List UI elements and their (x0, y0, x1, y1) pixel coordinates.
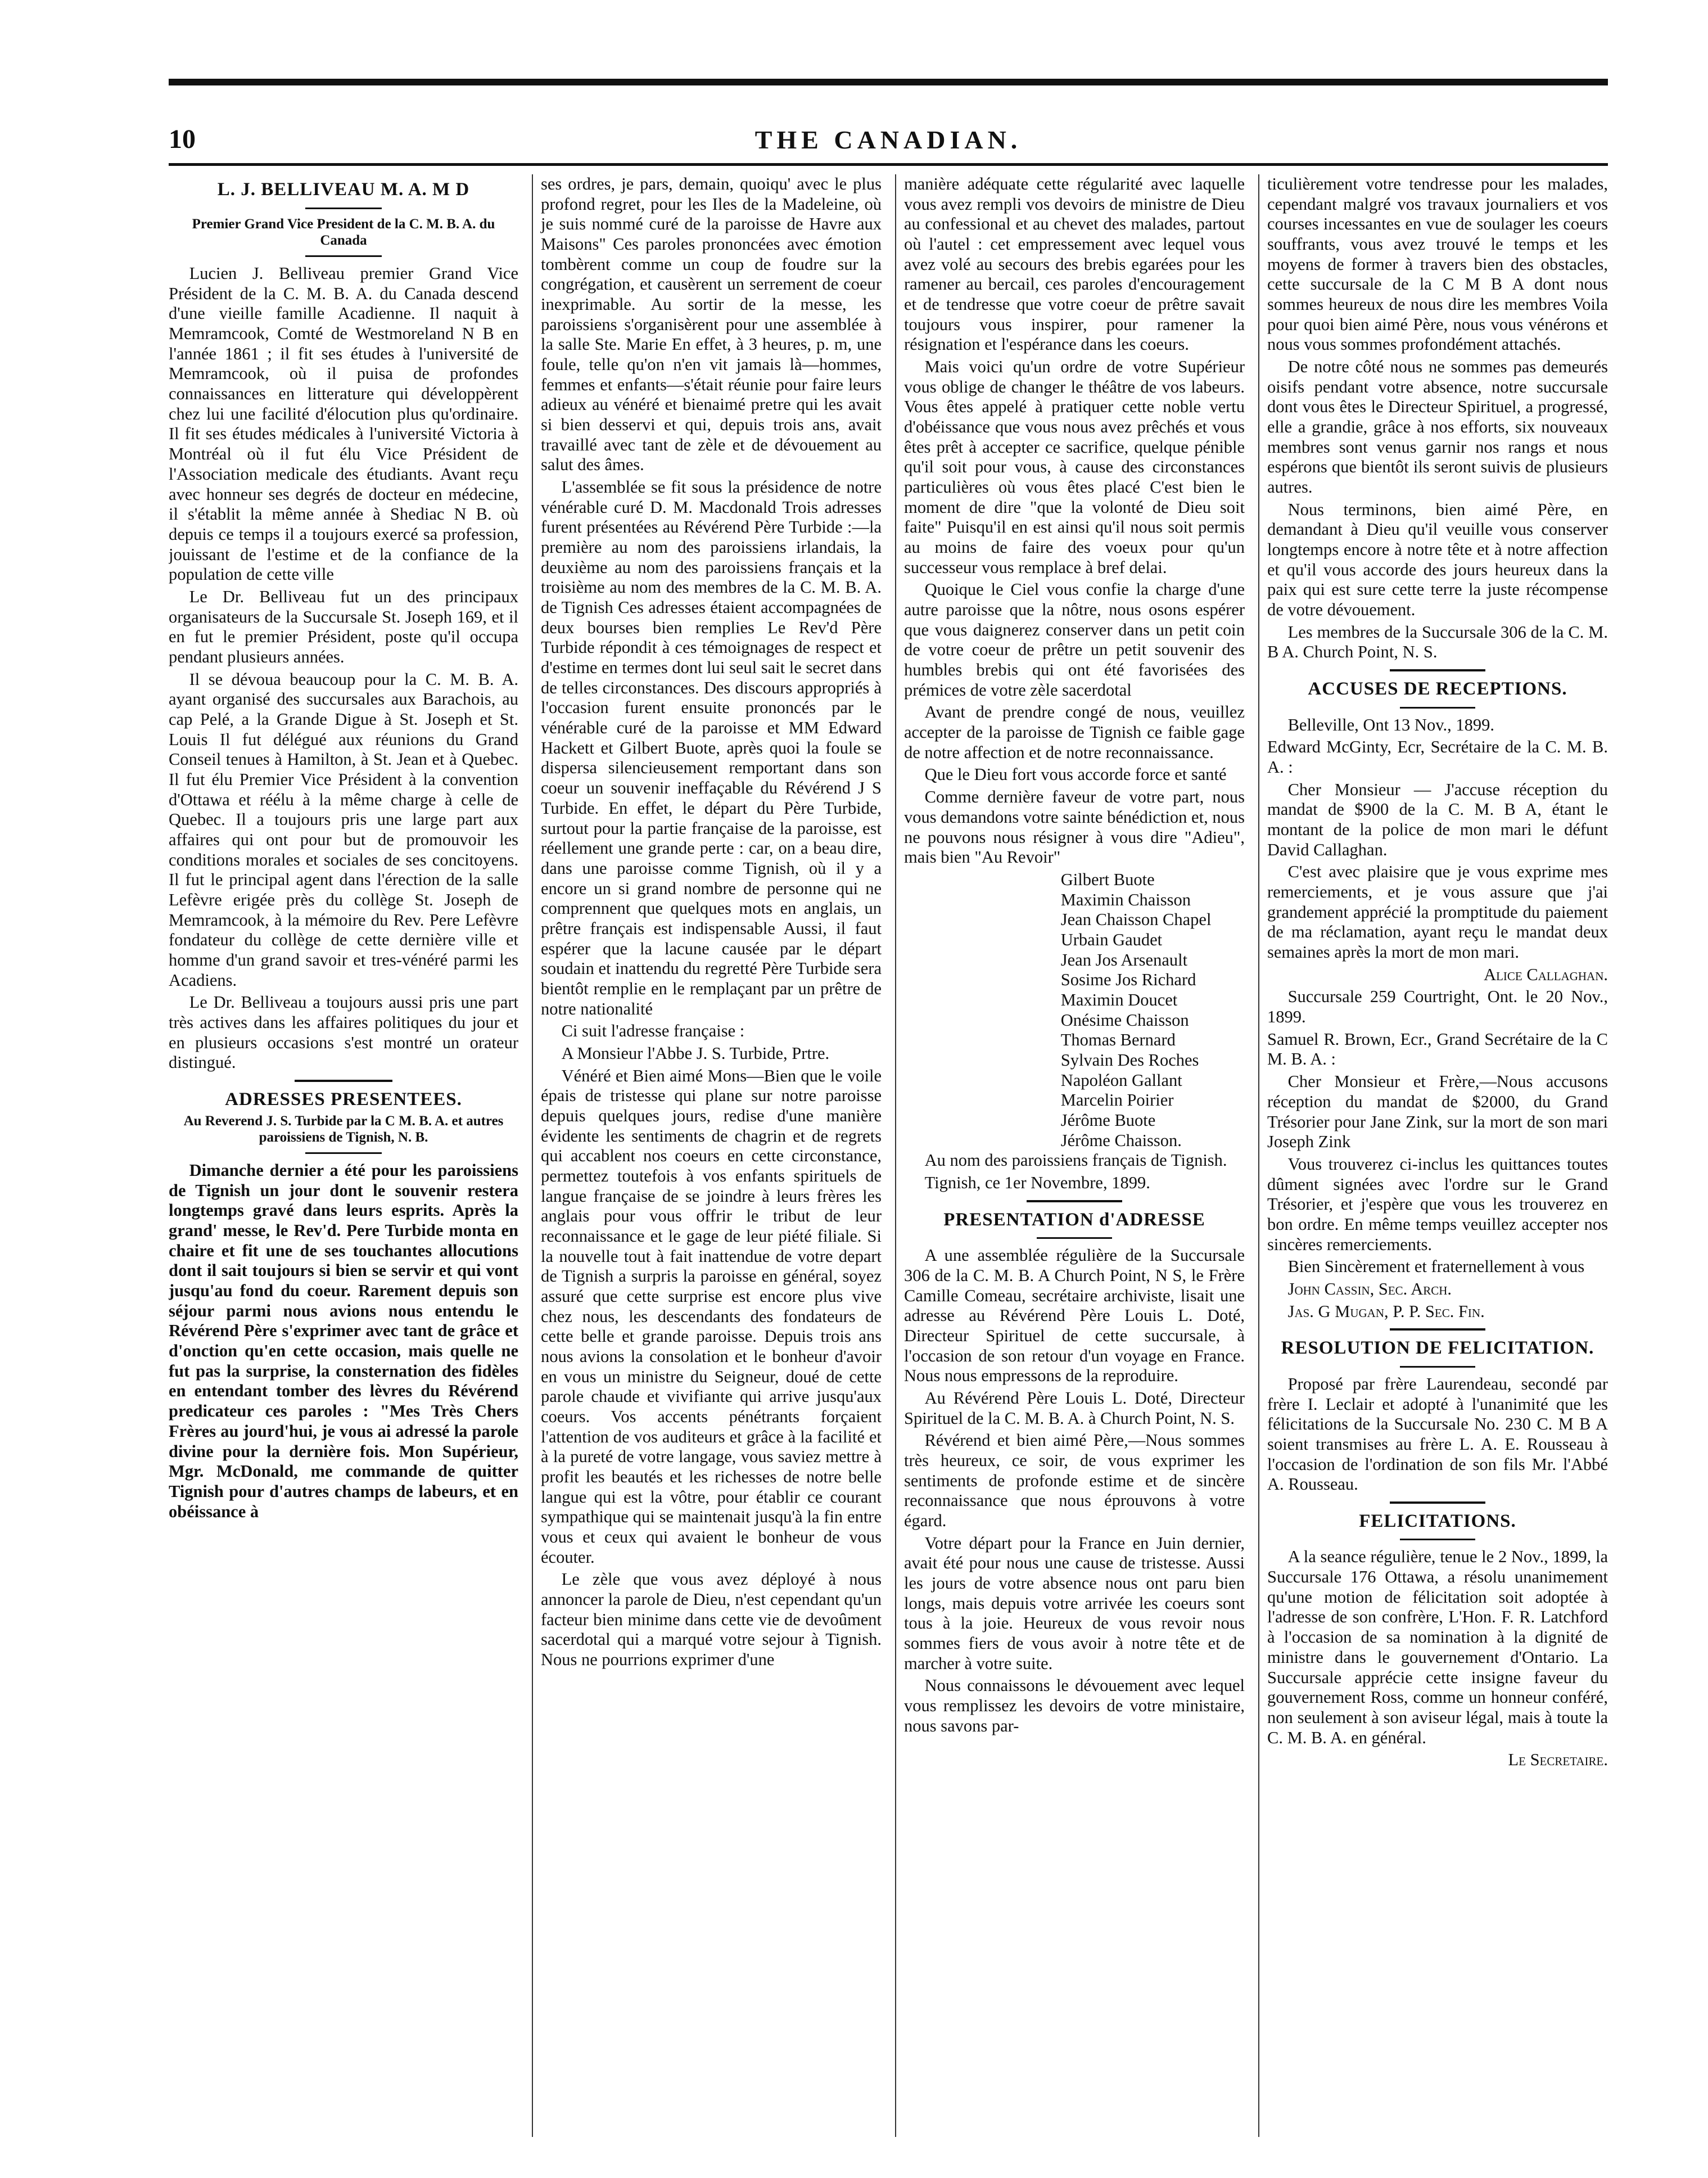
paragraph: Nous terminons, bien aimé Père, en demandant à Dieu qu'il veuille vous conserver longtemps encore à notre tête et à notre affection et qu'il vous accorde des jours heureux dans la paix qui est sure cette terre la juste récompense de votre dévouement. (1267, 499, 1608, 620)
paragraph: Mais voici qu'un ordre de votre Supérieur vous oblige de changer le théâtre de vos labeurs. Vous êtes appelé à pratiquer cette noble vertu d'obéissance que vous nous avez prêchés et vous êtes prêt à accepter ce sacrifice, quelque pénible qu'il soit pour vous, à cause des circonstances particulières où vous êtes placé C'est bien le moment de dire "que la volonté de Dieu soit faite" Puisqu'il en est ainsi qu'il nous soit permis au moins de faire des voeux pour qu'un successeur vous remplace à bref delai. (904, 357, 1245, 577)
column-1 (169, 174, 518, 2137)
signer-name: Urbain Gaudet (1060, 930, 1163, 949)
paragraph: Vous trouverez ci-inclus les quittances toutes dûment signées avec l'ordre sur le Grand Trésorier, et j'espère que vous les trouverez en bon ordre. En même temps veuillez accepter nos sincères remerciements. (1267, 1154, 1608, 1254)
separator (1390, 1501, 1485, 1504)
paragraph: A la seance régulière, tenue le 2 Nov., 1899, la Succursale 176 Ottawa, a résolu unanimement qu'une motion de félicitation soit adoptée à l'adresse de son confrère, L'Hon. F. R. Latchford à l'occasion de sa nomination à la dignité de ministre dans le gouvernement d'Ontario. La Succursale apprécie cette insigne faveur du gouvernement Ross, comme un honneur conféré, non seulement à son aviseur légal, mais à toute la C. M. B. A. en général. (1267, 1547, 1608, 1747)
paragraph: Cher Monsieur — J'accuse réception du mandat de $900 de la C. M. B A, étant le montant de la police de mon mari le défunt David Callaghan. (1267, 779, 1608, 859)
signature: John Cassin, Sec. Arch. (1287, 1279, 1452, 1298)
signer-name: Onésime Chaisson (1060, 1010, 1189, 1030)
paragraph: A une assemblée régulière de la Succursale 306 de la C. M. B. A Church Point, N S, le Frère Camille Comeau, secrétaire archiviste, lisait une adresse au Révérend Père Louis L. Doté, Directeur Spirituel de cette succursale, à l'occasion de son retour d'un voyage en France. Nous nous empressons de la reproduire. (904, 1246, 1245, 1386)
separator (1390, 669, 1485, 671)
paragraph: Ci suit l'adresse française : (561, 1021, 745, 1041)
paragraph: Au Révérend Père Louis L. Doté, Directeur Spirituel de la C. M. B. A. à Church Point, N. S. (904, 1388, 1245, 1428)
paragraph: A Monsieur l'Abbe J. S. Turbide, Prtre. (561, 1043, 830, 1063)
adresses-title: ADRESSES PRESENTEES. (225, 1089, 462, 1110)
accuses-title: ACCUSES DE RECEPTIONS. (1308, 679, 1567, 700)
paragraph: ticulièrement votre tendresse pour les malades, cependant malgré vos travaux journaliers et vos courses incessantes en vue de soulager les coeurs souffrants, vous avez trouvé le temps et les moyens de former à travers bien des obstacles, cette succursale de la C M B A dont nous sommes heureux de nous dire les membres Voila pour quoi bien aimé Père, nous vous vénérons et nous vous sommes profondément attachés. (1267, 174, 1608, 354)
newspaper-page (169, 79, 1608, 2137)
top-rule (169, 79, 1608, 85)
masthead: THE CANADIAN. (754, 125, 1022, 154)
paragraph: Au nom des paroissiens français de Tignish. (924, 1151, 1227, 1170)
header-rule (169, 163, 1608, 166)
signer-name: Maximin Doucet (1060, 990, 1178, 1009)
paragraph: Vénéré et Bien aimé Mons—Bien que le voile épais de tristesse qui plane sur notre paroisse depuis quelques jours, redise d'une manière évidente les sentiments de chagrin et de regrets qui accablent nos coeurs en cette circonstance, permettez toutefois à vos enfants spirituels de langue française de se joindre à leurs frères les anglais pour vous offrir le tribut de leur reconnaissance et le gage de leur piété filiale. Si la nouvelle tout à fait inattendue de votre depart de Tignish a surpris la paroisse en général, soyez assuré que cette surprise est encore plus vive chez nous, les descendants des fondateurs de cette belle et grande paroisse. Depuis trois ans nous avions la consolation et le bonheur d'avoir en vous un ministre du Seigneur, doué de cette parole chaude et vivifiante qui arrive jusqu'aux coeurs. Vos accents pénétrants forçaient l'attention de vos auditeurs et grâce à la facilité et à la pureté de votre langage, vous saviez mettre à profit les beautés et les richesses de notre belle langue qui est la vôtre, pour établir ce courant sympathique qui se maintenait jusqu'à la fin entre vous et ceux qui avaient le bonheur de vous écouter. (541, 1066, 882, 1567)
signer-name: Jérôme Buote (1060, 1110, 1156, 1130)
signer-name: Marcelin Poirier (1060, 1090, 1174, 1110)
signer-name: Jean Chaisson Chapel (1060, 910, 1212, 930)
resolution-title: RESOLUTION DE FELICITATION. (1281, 1338, 1594, 1359)
paragraph: manière adéquate cette régularité avec laquelle vous avez rempli vos devoirs de ministre de Dieu au confessional et au chevet des malades, partout où l'autel : cet empressement avec lequel vous avez volé au secours des brebis egarées pour les ramener au bercail, ces paroles d'encouragement et de tendresse que votre coeur de prêtre savait toujours vous inspirer, pour ramener la résignation et l'espérance dans les coeurs. (904, 174, 1245, 354)
signer-name: Sylvain Des Roches (1060, 1050, 1199, 1070)
signature: Le Secretaire. (1508, 1750, 1608, 1770)
separator (1037, 1237, 1111, 1239)
paragraph: Cher Monsieur et Frère,—Nous accusons réception du mandat de $2000, du Grand Trésorier pour Jane Zink, sur la mort de son mari Joseph Zink (1267, 1072, 1608, 1152)
column-3 (895, 174, 1245, 2137)
paragraph: Succursale 259 Courtright, Ont. le 20 Nov., 1899. (1267, 987, 1608, 1027)
signer-name: Sosime Jos Richard (1060, 970, 1196, 990)
signer-name: Gilbert Buote (1060, 869, 1155, 889)
paragraph: Comme dernière faveur de votre part, nous vous demandons votre sainte bénédiction et, nous ne pouvons nous résigner à vous dire "Adieu", mais bien "Au Revoir" (904, 787, 1245, 867)
separator (295, 1080, 392, 1082)
separator (1400, 1366, 1475, 1368)
felicitations-title: FELICITATIONS. (1359, 1510, 1516, 1531)
adresses-subtitle: Au Reverend J. S. Turbide par la C M. B. A. et autres paroissiens de Tignish, N. B. (183, 1113, 504, 1145)
signature: Jas. G Mugan, P. P. Sec. Fin. (1287, 1301, 1485, 1321)
separator (1390, 1328, 1485, 1331)
column-4 (1258, 174, 1608, 2137)
signer-name: Jean Jos Arsenault (1060, 950, 1188, 969)
paragraph: De notre côté nous ne sommes pas demeurés oisifs pendant votre absence, notre succursale dont vous êtes le Directeur Spirituel, a progressé, elle a grandie, grâce à nos efforts, six nouveaux membres sont venus garnir nos rangs et nous espérons que bientôt ils seront suivis de plusieurs autres. (1267, 357, 1608, 497)
paragraph: Avant de prendre congé de nous, veuillez accepter de la paroisse de Tignish ce faible gage de notre affection et de notre reconnaissance. (904, 702, 1245, 762)
separator (305, 255, 382, 257)
paragraph: Quoique le Ciel vous confie la charge d'une autre paroisse que la nôtre, nous osons espérer que vous daignerez conserver dans un petit coin de votre coeur de prêtre un petit souvenir des humbles brebis qui ont été favorisées des prémices de votre zèle sacerdotal (904, 580, 1245, 700)
paragraph: Samuel R. Brown, Ecr., Grand Secrétaire de la C M. B. A. : (1267, 1029, 1608, 1069)
column-2 (532, 174, 882, 2137)
separator (1400, 707, 1475, 709)
separator (1400, 1539, 1475, 1540)
paragraph: Révérend et bien aimé Père,—Nous sommes très heureux, ce soir, de vous exprimer les sentiments de profonde estime et de sincère reconnaissance que nous éprouvons à votre égard. (904, 1431, 1245, 1530)
paragraph: Les membres de la Succursale 306 de la C. M. B A. Church Point, N. S. (1267, 622, 1608, 662)
paragraph: ses ordres, je pars, demain, quoiqu' avec le plus profond regret, pour les Iles de la Madeleine, où je suis nommé curé de la paroisse de Havre aux Maisons" Ces paroles prononcées avec émotion tombèrent comme un coup de foudre sur la congrégation, et causèrent un serrement de coeur inexprimable. Au sortir de la messe, les paroissiens s'organisèrent pour une assemblée à la salle Ste. Marie En effet, à 3 heures, p. m, une foule, telle qu'on n'en vit jamais là—hommes, femmes et enfants—s'était réunie pour faire leurs adieux au vénéré et bienaimé pretre qui les avait si bien desservi et qui, depuis trois ans, avait travaillé avec tant de zèle et de dévouement au salut des âmes. (541, 174, 882, 475)
paragraph: Belleville, Ont 13 Nov., 1899. (1287, 715, 1494, 734)
signature: Alice Callaghan. (1484, 964, 1608, 984)
page-number: 10 (169, 124, 196, 154)
paragraph: Dimanche dernier a été pour les paroissiens de Tignish un jour dont le souvenir restera longtemps gravé dans leurs esprits. Après la grand' messe, le Rev'd. Pere Turbide monta en chaire et fit une de ses touchantes allocutions dont il sait toujours si bien se servir et qui vont jusqu'au fond du coeur. Rarement depuis son séjour parmi nous avions nous entendu le Révérend Père s'exprimer avec tant de grâce et d'onction qu'en cette occasion, mais quelle ne fut pas la surprise, la consternation des fidèles en entendant tomber des lèvres du Révérend predicateur ces paroles : "Mes Très Chers Frères au jourd'hui, je vous ai adressé la parole divine pour la dernière fois. Mon Supérieur, Mgr. McDonald, me commande de quitter Tignish pour d'autres champs de labeurs, et en obéissance à (169, 1161, 518, 1521)
paragraph: Il se dévoua beaucoup pour la C. M. B. A. ayant organisé des succursales aux Barachois, au cap Pelé, a la Grande Digue à St. Joseph et St. Louis Il fut délégué aux réunions du Grand Conseil tenues à Hamilton, à St. Jean et à Quebec. Il fut élu Premier Vice Président à la convention d'Ottawa et réélu à la même charge à celle de Quebec. Il a toujours pris une large part aux affaires qui ont pour but de promouvoir les conditions morales et sociales de ses concitoyens. Il fut le principal agent dans l'érection de la salle Lefèvre erigée près du collège St. Joseph de Memramcook, à la mémoire du Rev. Pere Lefèvre fondateur du collège de cette dernière ville et homme d'un grand savoir et tres-vénéré parmi les Acadiens. (169, 669, 518, 990)
separator (305, 208, 382, 209)
paragraph: Nous connaissons le dévouement avec lequel vous remplissez les devoirs de votre ministaire, nous savons par- (904, 1676, 1245, 1735)
signer-name: Maximin Chaisson (1060, 890, 1191, 909)
article-columns (169, 174, 1608, 2137)
belliveau-subtitle: Premier Grand Vice President de la C. M. B. A. du Canada (192, 216, 495, 248)
page-header (169, 110, 1608, 155)
presentation-title: PRESENTATION d'ADRESSE (943, 1209, 1205, 1230)
paragraph: Bien Sincèrement et fraternellement à vous (1287, 1257, 1585, 1277)
paragraph: Proposé par frère Laurendeau, secondé par frère I. Leclair et adopté à l'unanimité que les félicitations de la Succursale No. 230 C. M B A soient transmises au frère L. A. E. Rousseau à l'occasion de l'ordination de son fils Mr. l'Abbé A. Rousseau. (1267, 1374, 1608, 1494)
separator (1027, 1200, 1122, 1202)
paragraph: Tignish, ce 1er Novembre, 1899. (924, 1173, 1150, 1192)
signers-list (1061, 870, 1245, 1151)
signer-name: Thomas Bernard (1060, 1030, 1176, 1050)
separator (305, 1152, 382, 1154)
paragraph: Que le Dieu fort vous accorde force et santé (924, 765, 1227, 784)
paragraph: Le Dr. Belliveau fut un des principaux organisateurs de la Succursale St. Joseph 169, et il en fut le premier Président, poste qu'il occupa pendant plusieurs années. (169, 587, 518, 666)
signer-name: Jérôme Chaisson. (1060, 1130, 1182, 1150)
paragraph: Lucien J. Belliveau premier Grand Vice Président de la C. M. B. A. du Canada descend d'une vieille famille Acadienne. Il naquit à Memramcook, Comté de Westmoreland N B en l'année 1861 ; il fit ses études à l'université de Memramcook, où il puisa de profondes connaissances en litterature qui développèrent chez lui une facilité d'élocution plus qu'ordinaire. Il fit ses études médicales à l'université Victoria à Montréal où il fut élu Vice Président de l'Association medicale des étudiants. Avant reçu avec honneur ses degrés de docteur en médecine, il s'établit la même année à Shediac N B. où depuis ce temps il a toujours exercé sa profession, jouissant de l'estime et de la confiance de la population de cette ville (169, 264, 518, 584)
paragraph: Votre départ pour la France en Juin dernier, avait été pour nous une cause de tristesse. Aussi les jours de votre absence nous ont paru bien longs, mais depuis votre arrivée les coeurs sont tous à la joie. Heureux de vous revoir nous sommes fiers de vous avoir à notre tête et de marcher à votre suite. (904, 1533, 1245, 1673)
signer-name: Napoléon Gallant (1060, 1070, 1182, 1090)
belliveau-title: L. J. BELLIVEAU M. A. M D (217, 179, 470, 200)
paragraph: Le zèle que vous avez déployé à nous annoncer la parole de Dieu, n'est cependant qu'un facteur bien minime dans cette vie de devoûment sacerdotal qui a marqué votre sejour à Tignish. Nous ne pourrions exprimer d'une (541, 1570, 882, 1670)
paragraph: C'est avec plaisire que je vous exprime mes remerciements, et je vous assure que j'ai grandement apprécié la promptitude du paiement de ma réclamation, ayant reçu le mandat deux semaines après la mort de mon mari. (1267, 862, 1608, 962)
paragraph: Le Dr. Belliveau a toujours aussi pris une part très actives dans les affaires politiques du jour et en plusieurs occasions s'est montré un orateur distingué. (169, 993, 518, 1072)
paragraph: Edward McGinty, Ecr, Secrétaire de la C. M. B. A. : (1267, 737, 1608, 777)
paragraph: L'assemblée se fit sous la présidence de notre vénérable curé D. M. Macdonald Trois adresses furent présentées au Révérend Père Turbide :—la première au nom des paroissiens irlandais, la deuxième au nom des paroissiens français et la troisième au nom des membres de la C. M. B. A. de Tignish Ces adresses étaient accompagnées de deux bourses bien remplies Le Rev'd Père Turbide répondit à ces témoignages de respect et d'estime en termes dont lui seul sait le secret dans de telles circonstances. Des discours appropriés à l'occasion furent ensuite prononcés par le vénérable curé de la paroisse et MM Edward Hackett et Gilbert Buote, après quoi la foule se dispersa silencieusement remportant dans son coeur un souvenir ineffaçable du Révérend J S Turbide. En effet, le départ du Père Turbide, surtout pour la partie française de la paroisse, est réellement une grande perte : car, on a beau dire, dans une paroisse comme Tignish, où il y a encore un si grand nombre de personne qui ne comprennent que quelques mots en anglais, un prêtre français est indispensable Aussi, il faut espérer que la lacune causée par le départ soudain et inattendu du regretté Père Turbide sera bientôt remplie en le remplaçant par un prêtre de notre nationalité (541, 477, 882, 1018)
